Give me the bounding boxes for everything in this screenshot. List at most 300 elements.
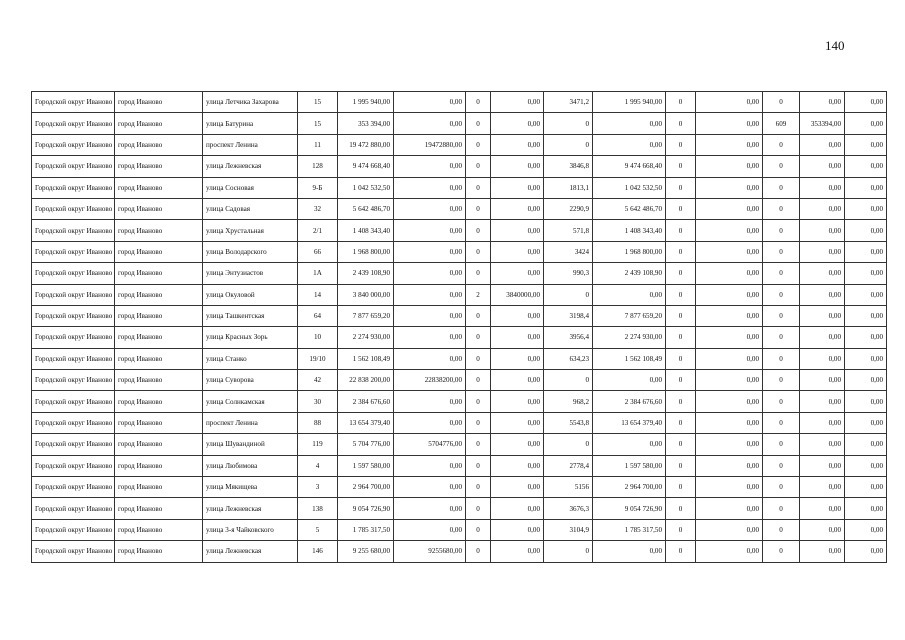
data-table <box>31 91 887 563</box>
area-col-9-cell: 3471,2 <box>544 92 593 113</box>
cost-col-15-cell: 0,00 <box>845 498 887 519</box>
total-cost-cell: 2 274 930,00 <box>338 327 394 348</box>
cost-col-8-cell: 0,00 <box>491 220 544 241</box>
table-row <box>32 134 887 155</box>
total-cost-cell: 5 704 776,00 <box>338 434 394 455</box>
street-cell: проспект Ленина <box>203 134 298 155</box>
cost-col-14-cell: 0,00 <box>800 241 845 262</box>
cost-col-15-cell: 0,00 <box>845 156 887 177</box>
house-number-cell: 66 <box>298 241 338 262</box>
count-col-13-cell: 0 <box>763 305 800 326</box>
settlement-cell: город Иваново <box>115 220 203 241</box>
count-col-11-cell: 0 <box>666 412 696 433</box>
total-cost-cell: 1 408 343,40 <box>338 220 394 241</box>
house-number-cell: 138 <box>298 498 338 519</box>
cost-col-14-cell: 0,00 <box>800 92 845 113</box>
cost-col-10-cell: 1 968 800,00 <box>593 241 666 262</box>
street-cell: улица 3-я Чайковского <box>203 519 298 540</box>
count-col-11-cell: 0 <box>666 327 696 348</box>
total-cost-cell: 7 877 659,20 <box>338 305 394 326</box>
cost-col-6-cell: 0,00 <box>394 284 466 305</box>
cost-col-14-cell: 0,00 <box>800 177 845 198</box>
settlement-cell: город Иваново <box>115 370 203 391</box>
municipality-cell: Городской округ Иваново <box>32 348 115 369</box>
cost-col-8-cell: 0,00 <box>491 541 544 562</box>
street-cell: улица Садовая <box>203 198 298 219</box>
municipality-cell: Городской округ Иваново <box>32 134 115 155</box>
street-cell: улица Мякищева <box>203 477 298 498</box>
settlement-cell: город Иваново <box>115 92 203 113</box>
count-col-7-cell: 0 <box>466 370 491 391</box>
cost-col-8-cell: 3840000,00 <box>491 284 544 305</box>
total-cost-cell: 1 042 532,50 <box>338 177 394 198</box>
municipality-cell: Городской округ Иваново <box>32 477 115 498</box>
count-col-7-cell: 0 <box>466 327 491 348</box>
cost-col-8-cell: 0,00 <box>491 455 544 476</box>
table-row <box>32 305 887 326</box>
cost-col-12-cell: 0,00 <box>696 198 763 219</box>
cost-col-10-cell: 1 597 580,00 <box>593 455 666 476</box>
cost-col-6-cell: 0,00 <box>394 519 466 540</box>
house-number-cell: 119 <box>298 434 338 455</box>
cost-col-15-cell: 0,00 <box>845 284 887 305</box>
count-col-7-cell: 0 <box>466 241 491 262</box>
municipality-cell: Городской округ Иваново <box>32 241 115 262</box>
cost-col-14-cell: 0,00 <box>800 391 845 412</box>
house-number-cell: 88 <box>298 412 338 433</box>
count-col-13-cell: 0 <box>763 198 800 219</box>
cost-col-10-cell: 2 384 676,60 <box>593 391 666 412</box>
municipality-cell: Городской округ Иваново <box>32 220 115 241</box>
cost-col-8-cell: 0,00 <box>491 263 544 284</box>
table-row <box>32 370 887 391</box>
table-row <box>32 477 887 498</box>
municipality-cell: Городской округ Иваново <box>32 434 115 455</box>
cost-col-6-cell: 0,00 <box>394 305 466 326</box>
table-row <box>32 113 887 134</box>
count-col-7-cell: 0 <box>466 477 491 498</box>
count-col-11-cell: 0 <box>666 156 696 177</box>
cost-col-12-cell: 0,00 <box>696 305 763 326</box>
street-cell: улица Лежневская <box>203 498 298 519</box>
house-number-cell: 146 <box>298 541 338 562</box>
cost-col-10-cell: 0,00 <box>593 370 666 391</box>
total-cost-cell: 353 394,00 <box>338 113 394 134</box>
cost-col-12-cell: 0,00 <box>696 263 763 284</box>
street-cell: улица Шувандиной <box>203 434 298 455</box>
count-col-13-cell: 0 <box>763 156 800 177</box>
cost-col-14-cell: 0,00 <box>800 412 845 433</box>
count-col-13-cell: 0 <box>763 177 800 198</box>
cost-col-12-cell: 0,00 <box>696 348 763 369</box>
settlement-cell: город Иваново <box>115 241 203 262</box>
municipality-cell: Городской округ Иваново <box>32 370 115 391</box>
count-col-13-cell: 0 <box>763 284 800 305</box>
cost-col-10-cell: 0,00 <box>593 284 666 305</box>
count-col-11-cell: 0 <box>666 305 696 326</box>
cost-col-8-cell: 0,00 <box>491 498 544 519</box>
table-row <box>32 434 887 455</box>
cost-col-8-cell: 0,00 <box>491 412 544 433</box>
settlement-cell: город Иваново <box>115 198 203 219</box>
cost-col-15-cell: 0,00 <box>845 391 887 412</box>
street-cell: улица Лежневская <box>203 541 298 562</box>
cost-col-10-cell: 1 042 532,50 <box>593 177 666 198</box>
count-col-7-cell: 0 <box>466 113 491 134</box>
total-cost-cell: 1 562 108,49 <box>338 348 394 369</box>
cost-col-10-cell: 0,00 <box>593 541 666 562</box>
cost-col-6-cell: 0,00 <box>394 455 466 476</box>
cost-col-6-cell: 0,00 <box>394 477 466 498</box>
area-col-9-cell: 0 <box>544 541 593 562</box>
cost-col-12-cell: 0,00 <box>696 92 763 113</box>
cost-col-15-cell: 0,00 <box>845 434 887 455</box>
municipality-cell: Городской округ Иваново <box>32 412 115 433</box>
street-cell: улица Батурина <box>203 113 298 134</box>
municipality-cell: Городской округ Иваново <box>32 519 115 540</box>
settlement-cell: город Иваново <box>115 327 203 348</box>
house-number-cell: 30 <box>298 391 338 412</box>
settlement-cell: город Иваново <box>115 391 203 412</box>
count-col-11-cell: 0 <box>666 177 696 198</box>
cost-col-14-cell: 0,00 <box>800 134 845 155</box>
count-col-11-cell: 0 <box>666 348 696 369</box>
count-col-11-cell: 0 <box>666 220 696 241</box>
cost-col-8-cell: 0,00 <box>491 519 544 540</box>
cost-col-12-cell: 0,00 <box>696 541 763 562</box>
count-col-13-cell: 0 <box>763 263 800 284</box>
cost-col-8-cell: 0,00 <box>491 434 544 455</box>
count-col-7-cell: 0 <box>466 305 491 326</box>
house-number-cell: 19/10 <box>298 348 338 369</box>
table-row <box>32 519 887 540</box>
cost-col-6-cell: 0,00 <box>394 241 466 262</box>
cost-col-12-cell: 0,00 <box>696 156 763 177</box>
cost-col-8-cell: 0,00 <box>491 241 544 262</box>
settlement-cell: город Иваново <box>115 156 203 177</box>
cost-col-15-cell: 0,00 <box>845 263 887 284</box>
count-col-11-cell: 0 <box>666 477 696 498</box>
street-cell: улица Станко <box>203 348 298 369</box>
settlement-cell: город Иваново <box>115 455 203 476</box>
count-col-13-cell: 0 <box>763 327 800 348</box>
cost-col-6-cell: 0,00 <box>394 391 466 412</box>
table-row <box>32 498 887 519</box>
count-col-13-cell: 0 <box>763 412 800 433</box>
count-col-13-cell: 0 <box>763 541 800 562</box>
count-col-7-cell: 2 <box>466 284 491 305</box>
settlement-cell: город Иваново <box>115 434 203 455</box>
cost-col-6-cell: 19472880,00 <box>394 134 466 155</box>
cost-col-15-cell: 0,00 <box>845 177 887 198</box>
count-col-7-cell: 0 <box>466 263 491 284</box>
count-col-11-cell: 0 <box>666 198 696 219</box>
area-col-9-cell: 0 <box>544 134 593 155</box>
cost-col-14-cell: 0,00 <box>800 305 845 326</box>
area-col-9-cell: 3846,8 <box>544 156 593 177</box>
cost-col-8-cell: 0,00 <box>491 177 544 198</box>
street-cell: улица Красных Зорь <box>203 327 298 348</box>
settlement-cell: город Иваново <box>115 284 203 305</box>
cost-col-15-cell: 0,00 <box>845 241 887 262</box>
count-col-13-cell: 0 <box>763 220 800 241</box>
cost-col-6-cell: 0,00 <box>394 263 466 284</box>
house-number-cell: 14 <box>298 284 338 305</box>
cost-col-14-cell: 0,00 <box>800 519 845 540</box>
cost-col-14-cell: 0,00 <box>800 220 845 241</box>
cost-col-14-cell: 0,00 <box>800 327 845 348</box>
cost-col-12-cell: 0,00 <box>696 241 763 262</box>
house-number-cell: 3 <box>298 477 338 498</box>
area-col-9-cell: 0 <box>544 434 593 455</box>
house-number-cell: 15 <box>298 113 338 134</box>
house-number-cell: 128 <box>298 156 338 177</box>
settlement-cell: город Иваново <box>115 305 203 326</box>
cost-col-8-cell: 0,00 <box>491 477 544 498</box>
settlement-cell: город Иваново <box>115 498 203 519</box>
area-col-9-cell: 5156 <box>544 477 593 498</box>
count-col-11-cell: 0 <box>666 241 696 262</box>
house-number-cell: 5 <box>298 519 338 540</box>
house-number-cell: 10 <box>298 327 338 348</box>
cost-col-10-cell: 0,00 <box>593 134 666 155</box>
cost-col-12-cell: 0,00 <box>696 477 763 498</box>
count-col-13-cell: 0 <box>763 370 800 391</box>
cost-col-12-cell: 0,00 <box>696 370 763 391</box>
count-col-7-cell: 0 <box>466 92 491 113</box>
settlement-cell: город Иваново <box>115 134 203 155</box>
area-col-9-cell: 634,23 <box>544 348 593 369</box>
cost-col-8-cell: 0,00 <box>491 113 544 134</box>
count-col-7-cell: 0 <box>466 220 491 241</box>
cost-col-14-cell: 0,00 <box>800 198 845 219</box>
count-col-13-cell: 0 <box>763 134 800 155</box>
municipality-cell: Городской округ Иваново <box>32 541 115 562</box>
area-col-9-cell: 0 <box>544 370 593 391</box>
cost-col-10-cell: 5 642 486,70 <box>593 198 666 219</box>
cost-col-15-cell: 0,00 <box>845 305 887 326</box>
cost-col-12-cell: 0,00 <box>696 455 763 476</box>
count-col-7-cell: 0 <box>466 156 491 177</box>
cost-col-15-cell: 0,00 <box>845 370 887 391</box>
total-cost-cell: 2 384 676,60 <box>338 391 394 412</box>
table-row <box>32 348 887 369</box>
settlement-cell: город Иваново <box>115 263 203 284</box>
cost-col-6-cell: 0,00 <box>394 92 466 113</box>
cost-col-14-cell: 0,00 <box>800 498 845 519</box>
cost-col-8-cell: 0,00 <box>491 391 544 412</box>
area-col-9-cell: 990,3 <box>544 263 593 284</box>
table-row <box>32 177 887 198</box>
cost-col-10-cell: 1 562 108,49 <box>593 348 666 369</box>
house-number-cell: 11 <box>298 134 338 155</box>
area-col-9-cell: 0 <box>544 113 593 134</box>
table-row <box>32 156 887 177</box>
municipality-cell: Городской округ Иваново <box>32 498 115 519</box>
cost-col-12-cell: 0,00 <box>696 284 763 305</box>
settlement-cell: город Иваново <box>115 177 203 198</box>
cost-col-6-cell: 5704776,00 <box>394 434 466 455</box>
cost-col-10-cell: 2 274 930,00 <box>593 327 666 348</box>
street-cell: улица Хрустальная <box>203 220 298 241</box>
house-number-cell: 42 <box>298 370 338 391</box>
street-cell: улица Любимова <box>203 455 298 476</box>
cost-col-8-cell: 0,00 <box>491 156 544 177</box>
count-col-13-cell: 0 <box>763 92 800 113</box>
total-cost-cell: 9 255 680,00 <box>338 541 394 562</box>
table-row <box>32 541 887 562</box>
count-col-11-cell: 0 <box>666 541 696 562</box>
total-cost-cell: 3 840 000,00 <box>338 284 394 305</box>
settlement-cell: город Иваново <box>115 477 203 498</box>
count-col-11-cell: 0 <box>666 519 696 540</box>
cost-col-6-cell: 0,00 <box>394 113 466 134</box>
count-col-13-cell: 609 <box>763 113 800 134</box>
count-col-7-cell: 0 <box>466 498 491 519</box>
table-row <box>32 391 887 412</box>
count-col-11-cell: 0 <box>666 370 696 391</box>
street-cell: улица Окуловой <box>203 284 298 305</box>
table-row <box>32 327 887 348</box>
total-cost-cell: 1 995 940,00 <box>338 92 394 113</box>
total-cost-cell: 1 597 580,00 <box>338 455 394 476</box>
cost-col-10-cell: 9 054 726,90 <box>593 498 666 519</box>
cost-col-14-cell: 0,00 <box>800 156 845 177</box>
cost-col-12-cell: 0,00 <box>696 434 763 455</box>
municipality-cell: Городской округ Иваново <box>32 391 115 412</box>
count-col-11-cell: 0 <box>666 92 696 113</box>
cost-col-6-cell: 0,00 <box>394 220 466 241</box>
cost-col-15-cell: 0,00 <box>845 113 887 134</box>
page-number: 140 <box>825 38 845 53</box>
table-body <box>32 92 887 563</box>
house-number-cell: 2/1 <box>298 220 338 241</box>
total-cost-cell: 9 054 726,90 <box>338 498 394 519</box>
municipality-cell: Городской округ Иваново <box>32 198 115 219</box>
cost-col-12-cell: 0,00 <box>696 220 763 241</box>
count-col-7-cell: 0 <box>466 434 491 455</box>
area-col-9-cell: 571,8 <box>544 220 593 241</box>
cost-col-6-cell: 0,00 <box>394 177 466 198</box>
settlement-cell: город Иваново <box>115 519 203 540</box>
cost-col-6-cell: 0,00 <box>394 156 466 177</box>
count-col-13-cell: 0 <box>763 477 800 498</box>
cost-col-12-cell: 0,00 <box>696 412 763 433</box>
count-col-7-cell: 0 <box>466 348 491 369</box>
cost-col-10-cell: 0,00 <box>593 113 666 134</box>
area-col-9-cell: 3956,4 <box>544 327 593 348</box>
cost-col-10-cell: 1 408 343,40 <box>593 220 666 241</box>
municipality-cell: Городской округ Иваново <box>32 327 115 348</box>
cost-col-12-cell: 0,00 <box>696 177 763 198</box>
cost-col-10-cell: 13 654 379,40 <box>593 412 666 433</box>
house-number-cell: 64 <box>298 305 338 326</box>
street-cell: улица Лежневская <box>203 156 298 177</box>
cost-col-12-cell: 0,00 <box>696 113 763 134</box>
cost-col-10-cell: 2 439 108,90 <box>593 263 666 284</box>
cost-col-14-cell: 353394,00 <box>800 113 845 134</box>
cost-col-15-cell: 0,00 <box>845 198 887 219</box>
cost-col-8-cell: 0,00 <box>491 348 544 369</box>
house-number-cell: 32 <box>298 198 338 219</box>
municipality-cell: Городской округ Иваново <box>32 305 115 326</box>
cost-col-8-cell: 0,00 <box>491 327 544 348</box>
street-cell: улица Солнкамская <box>203 391 298 412</box>
count-col-7-cell: 0 <box>466 177 491 198</box>
count-col-7-cell: 0 <box>466 455 491 476</box>
count-col-11-cell: 0 <box>666 113 696 134</box>
street-cell: улица Энтузиастов <box>203 263 298 284</box>
cost-col-14-cell: 0,00 <box>800 263 845 284</box>
area-col-9-cell: 2290,9 <box>544 198 593 219</box>
cost-col-14-cell: 0,00 <box>800 348 845 369</box>
cost-col-14-cell: 0,00 <box>800 370 845 391</box>
cost-col-6-cell: 0,00 <box>394 348 466 369</box>
count-col-7-cell: 0 <box>466 391 491 412</box>
area-col-9-cell: 3676,3 <box>544 498 593 519</box>
total-cost-cell: 19 472 880,00 <box>338 134 394 155</box>
table-row <box>32 241 887 262</box>
count-col-13-cell: 0 <box>763 391 800 412</box>
total-cost-cell: 2 439 108,90 <box>338 263 394 284</box>
count-col-13-cell: 0 <box>763 434 800 455</box>
cost-col-8-cell: 0,00 <box>491 198 544 219</box>
street-cell: улица Летчика Захарова <box>203 92 298 113</box>
total-cost-cell: 22 838 200,00 <box>338 370 394 391</box>
cost-col-6-cell: 0,00 <box>394 198 466 219</box>
cost-col-15-cell: 0,00 <box>845 92 887 113</box>
area-col-9-cell: 3424 <box>544 241 593 262</box>
street-cell: улица Володарского <box>203 241 298 262</box>
count-col-11-cell: 0 <box>666 263 696 284</box>
cost-col-12-cell: 0,00 <box>696 134 763 155</box>
cost-col-15-cell: 0,00 <box>845 412 887 433</box>
cost-col-8-cell: 0,00 <box>491 305 544 326</box>
house-number-cell: 9-Б <box>298 177 338 198</box>
municipality-cell: Городской округ Иваново <box>32 156 115 177</box>
count-col-11-cell: 0 <box>666 434 696 455</box>
cost-col-6-cell: 0,00 <box>394 327 466 348</box>
municipality-cell: Городской округ Иваново <box>32 113 115 134</box>
house-number-cell: 4 <box>298 455 338 476</box>
table-row <box>32 198 887 219</box>
count-col-7-cell: 0 <box>466 541 491 562</box>
settlement-cell: город Иваново <box>115 412 203 433</box>
count-col-7-cell: 0 <box>466 412 491 433</box>
municipality-cell: Городской округ Иваново <box>32 92 115 113</box>
count-col-11-cell: 0 <box>666 134 696 155</box>
count-col-13-cell: 0 <box>763 455 800 476</box>
area-col-9-cell: 3198,4 <box>544 305 593 326</box>
cost-col-15-cell: 0,00 <box>845 455 887 476</box>
area-col-9-cell: 3104,9 <box>544 519 593 540</box>
cost-col-6-cell: 0,00 <box>394 412 466 433</box>
total-cost-cell: 5 642 486,70 <box>338 198 394 219</box>
cost-col-10-cell: 0,00 <box>593 434 666 455</box>
cost-col-6-cell: 22838200,00 <box>394 370 466 391</box>
count-col-11-cell: 0 <box>666 455 696 476</box>
cost-col-10-cell: 7 877 659,20 <box>593 305 666 326</box>
table-row <box>32 92 887 113</box>
table-row <box>32 412 887 433</box>
count-col-11-cell: 0 <box>666 498 696 519</box>
cost-col-6-cell: 0,00 <box>394 498 466 519</box>
area-col-9-cell: 968,2 <box>544 391 593 412</box>
total-cost-cell: 13 654 379,40 <box>338 412 394 433</box>
settlement-cell: город Иваново <box>115 541 203 562</box>
count-col-7-cell: 0 <box>466 519 491 540</box>
cost-col-15-cell: 0,00 <box>845 220 887 241</box>
